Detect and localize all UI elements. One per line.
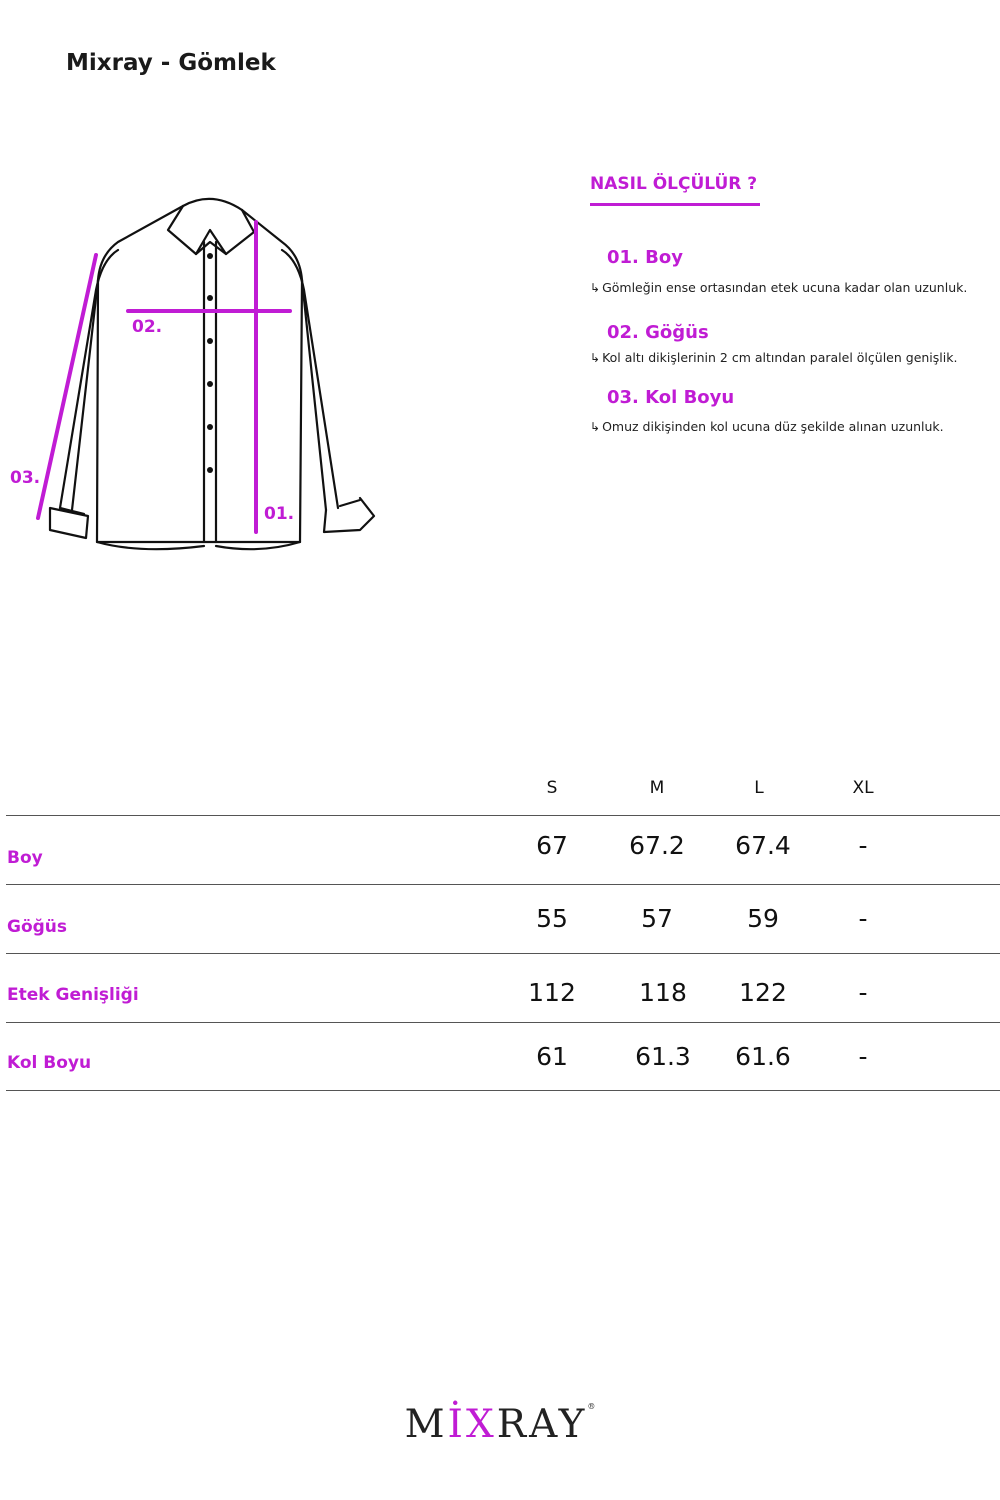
- diagram-label-03: 03.: [10, 468, 41, 488]
- row-label-gogus: Göğüs: [7, 917, 68, 937]
- row-label-kol-boyu: Kol Boyu: [7, 1053, 92, 1073]
- measure-heading-gogus: 02. Göğüs: [607, 322, 709, 343]
- shirt-diagram: [0, 170, 400, 570]
- table-cell: 67: [536, 831, 568, 860]
- row-label-boy: Boy: [7, 848, 43, 868]
- table-divider: [6, 884, 1000, 885]
- table-divider: [6, 1090, 1000, 1091]
- how-to-measure-title: NASIL ÖLÇÜLÜR ?: [590, 174, 758, 194]
- table-cell: 112: [528, 978, 576, 1007]
- return-arrow-icon: ↳: [590, 351, 601, 365]
- table-cell: 55: [536, 904, 568, 933]
- brand-logo: MİXRAY®: [404, 1402, 596, 1447]
- table-cell: 61.3: [635, 1042, 691, 1071]
- table-cell: 67.4: [735, 831, 791, 860]
- table-cell: 118: [639, 978, 687, 1007]
- table-cell: 57: [641, 904, 673, 933]
- measure-heading-boy: 01. Boy: [607, 247, 683, 268]
- measure-desc-kol-boyu: ↳ Omuz dikişinden kol ucuna düz şekilde alınan uzunluk.: [590, 419, 944, 434]
- size-header-xl: XL: [852, 778, 874, 798]
- table-cell: -: [858, 831, 868, 860]
- return-arrow-icon: ↳: [590, 281, 601, 295]
- diagram-label-01: 01.: [264, 504, 295, 524]
- page-title: Mixray - Gömlek: [66, 50, 276, 76]
- table-cell: -: [858, 904, 868, 933]
- size-header-m: M: [649, 778, 665, 798]
- sleeve-measure-line: [38, 255, 96, 518]
- table-cell: -: [858, 1042, 868, 1071]
- table-cell: 67.2: [629, 831, 685, 860]
- table-cell: 122: [739, 978, 787, 1007]
- table-cell: 61: [536, 1042, 568, 1071]
- table-divider: [6, 815, 1000, 816]
- shirt-buttons: [207, 253, 213, 473]
- how-to-measure-underline: [590, 203, 760, 206]
- measure-desc-boy: ↳ Gömleğin ense ortasından etek ucuna kadar olan uzunluk.: [590, 280, 968, 295]
- measure-desc-gogus: ↳ Kol altı dikişlerinin 2 cm altından paralel ölçülen genişlik.: [590, 350, 958, 365]
- size-header-s: S: [546, 778, 558, 798]
- table-cell: -: [858, 978, 868, 1007]
- shirt-placket: [204, 242, 216, 542]
- table-cell: 59: [747, 904, 779, 933]
- diagram-label-02: 02.: [132, 317, 163, 337]
- size-header-l: L: [754, 778, 764, 798]
- shirt-collar: [183, 199, 242, 210]
- return-arrow-icon: ↳: [590, 420, 601, 434]
- table-cell: 61.6: [735, 1042, 791, 1071]
- shirt-body-outline: [97, 206, 302, 542]
- measure-heading-kol-boyu: 03. Kol Boyu: [607, 387, 735, 408]
- table-divider: [6, 1022, 1000, 1023]
- row-label-etek-genisligi: Etek Genişliği: [7, 985, 139, 1005]
- right-sleeve: [282, 250, 338, 510]
- table-divider: [6, 953, 1000, 954]
